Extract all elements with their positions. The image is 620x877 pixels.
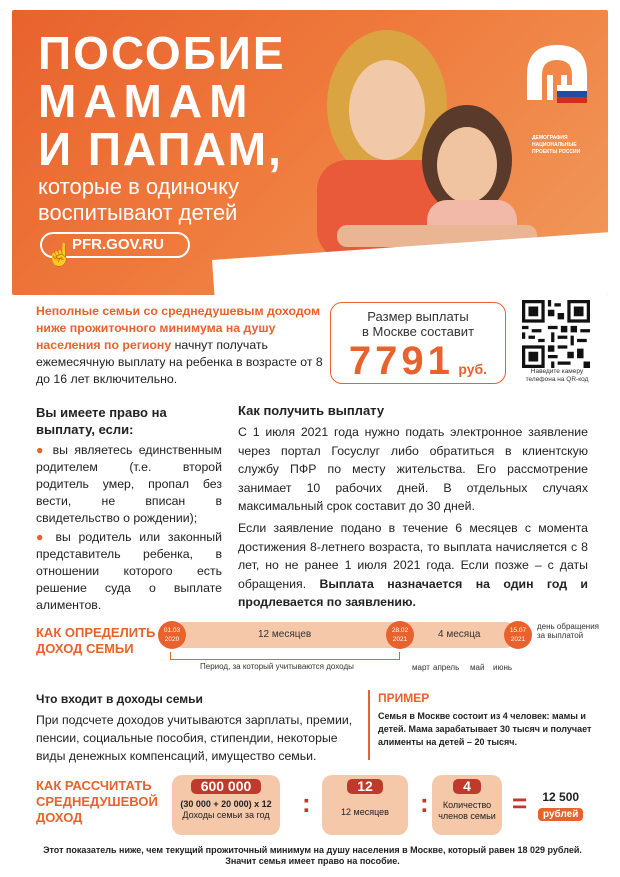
income-heading — [36, 625, 155, 657]
equals-operator: = — [512, 788, 528, 818]
qr-caption: Наведите камеру телефона на QR-код — [525, 368, 589, 383]
divide-operator-2: : — [420, 788, 429, 818]
divide-operator-1: : — [302, 788, 311, 818]
calc-annual-income — [172, 775, 280, 835]
calc-family-members — [432, 775, 502, 835]
hero-subtitle-line2: воспитывают детей — [38, 200, 238, 225]
timeline-label-4m: 4 месяца — [438, 629, 481, 640]
rights-item-2-text: вы родитель или законный представитель ребенка, в отношении которого есть решение суда о выплате алиментов. — [36, 530, 222, 612]
calc-heading-line1: КАК РАССЧИТАТЬ — [36, 778, 152, 793]
payment-label-line2: в Москве составит — [361, 324, 475, 339]
rights-item-2 — [36, 529, 222, 614]
calc-note-2: 12 месяцев — [341, 807, 389, 817]
calc-value-2: 12 — [347, 779, 383, 794]
pfr-website-link[interactable]: PFR.GOV.RU — [40, 232, 190, 258]
calc-result — [538, 790, 583, 822]
month-may: май — [470, 663, 485, 672]
timeline-right-note: день обращения за выплатой — [537, 622, 600, 640]
qr-code-icon[interactable] — [522, 300, 590, 368]
income-composition — [36, 690, 366, 765]
national-projects-logo: ДЕМОГРАФИЯ НАЦИОНАЛЬНЫЕ ПРОЕКТЫ РОССИИ — [532, 135, 581, 155]
intro-rest: начнут получать ежемесячную выплату на ребенка в возрасте от 8 до 16 лет включительно. — [36, 338, 323, 386]
example-box — [378, 690, 593, 749]
calc-note-1a: (30 000 + 20 000) х 12 — [180, 799, 272, 809]
month-apr: апрель — [433, 663, 460, 672]
calc-note-3: Количество членов семьи — [438, 800, 496, 821]
howto-p2-bold: Выплата назначается на один год и продлевается по заявлению. — [238, 576, 588, 610]
rights-item-1 — [36, 442, 222, 527]
rights-item-1-text: вы являетесь единственным родителем (т.е. второй родитель умер, пропал без вести, не вписан в свидетельство о рождении); — [36, 443, 222, 525]
timeline-label-12m: 12 месяцев — [258, 629, 312, 640]
howto-p1: С 1 июля 2021 года нужно подать электронное заявление через портал Госуслуг либо обратиться в клиентскую службу ПФР по месту жительства. Его рассмотрение занимает 10 рабочих дней. В отдельных случаях максимальный срок составит до 30 дней. — [238, 425, 588, 514]
period-bracket — [170, 652, 400, 660]
timeline-date-mid: 28.02 2021 — [386, 621, 414, 649]
calc-result-unit: рублей — [538, 808, 583, 821]
hero-banner — [12, 10, 608, 295]
payment-amount-box — [330, 302, 506, 384]
howto-section — [238, 402, 588, 615]
payment-label-line1: Размер выплаты — [367, 309, 469, 324]
intro-paragraph — [36, 303, 326, 388]
calc-value-1: 600 000 — [191, 779, 262, 794]
calc-heading — [36, 778, 166, 826]
bullet-icon: ● — [36, 443, 47, 457]
income-heading-line2: ДОХОД СЕМЬИ — [36, 641, 134, 656]
intro-highlight: Неполные семьи со среднедушевым доходом ниже прожиточного минимума на душу населения по региону — [36, 304, 321, 352]
footnote: Этот показатель ниже, чем текущий прожиточный минимум на душу населения в Москве, который равен 18 029 рублей. Значит семья имеет право на пособие. — [43, 845, 582, 866]
hero-title-line2: МАМАМ — [38, 75, 255, 127]
rights-title: Вы имеете право на выплату, если: — [36, 405, 167, 437]
payment-amount: 7791 — [348, 339, 454, 383]
calc-result-value: 12 500 — [542, 790, 580, 804]
howto-p2 — [238, 519, 588, 611]
calc-value-3: 4 — [453, 779, 481, 794]
howto-title: Как получить выплату — [238, 403, 385, 418]
rights-section — [36, 404, 222, 616]
pointer-hand-icon: ☝ — [46, 242, 74, 267]
timeline-date-end: 15.07 2021 — [504, 621, 532, 649]
month-mar: март — [412, 663, 430, 672]
howto-p2-text: Если заявление подано в течение 6 месяцев с момента достижения 8-летнего возраста, то выплата начисляется с 8 лет, но не ранее 1 июля 2021 года. Если позже – с даты обращения. — [238, 521, 588, 591]
composition-text: При подсчете доходов учитываются зарплаты, премии, пенсии, социальные пособия, стипендии, некоторые виды денежных компенсаций, имущество семьи. — [36, 713, 353, 763]
income-heading-line1: КАК ОПРЕДЕЛИТЬ — [36, 625, 156, 640]
calc-months — [322, 775, 408, 835]
period-caption: Период, за который учитываются доходы — [200, 662, 354, 671]
calc-heading-line2: СРЕДНЕДУШЕВОЙ — [36, 794, 158, 809]
hero-subtitle-line1: которые в одиночку — [38, 174, 239, 199]
composition-title: Что входит в доходы семьи — [36, 692, 203, 706]
hero-title-line1: ПОСОБИЕ — [38, 27, 286, 79]
example-text: Семья в Москве состоит из 4 человек: мамы и детей. Мама зарабатывает 30 тысяч и получает алименты на детей – 20 тысяч. — [378, 711, 592, 747]
payment-currency: руб. — [458, 361, 488, 377]
bullet-icon: ● — [36, 530, 48, 544]
example-title: ПРИМЕР — [378, 691, 430, 705]
calc-heading-line3: ДОХОД — [36, 810, 83, 825]
month-jun: июнь — [493, 663, 513, 672]
calc-note-1b: Доходы семьи за год — [182, 810, 270, 820]
income-timeline — [158, 618, 530, 652]
divider-line — [368, 690, 370, 760]
hero-title-line3: И ПАПАМ, — [38, 123, 283, 175]
pfr-logo-icon — [517, 40, 597, 110]
timeline-date-start: 01.03 2020 — [158, 621, 186, 649]
